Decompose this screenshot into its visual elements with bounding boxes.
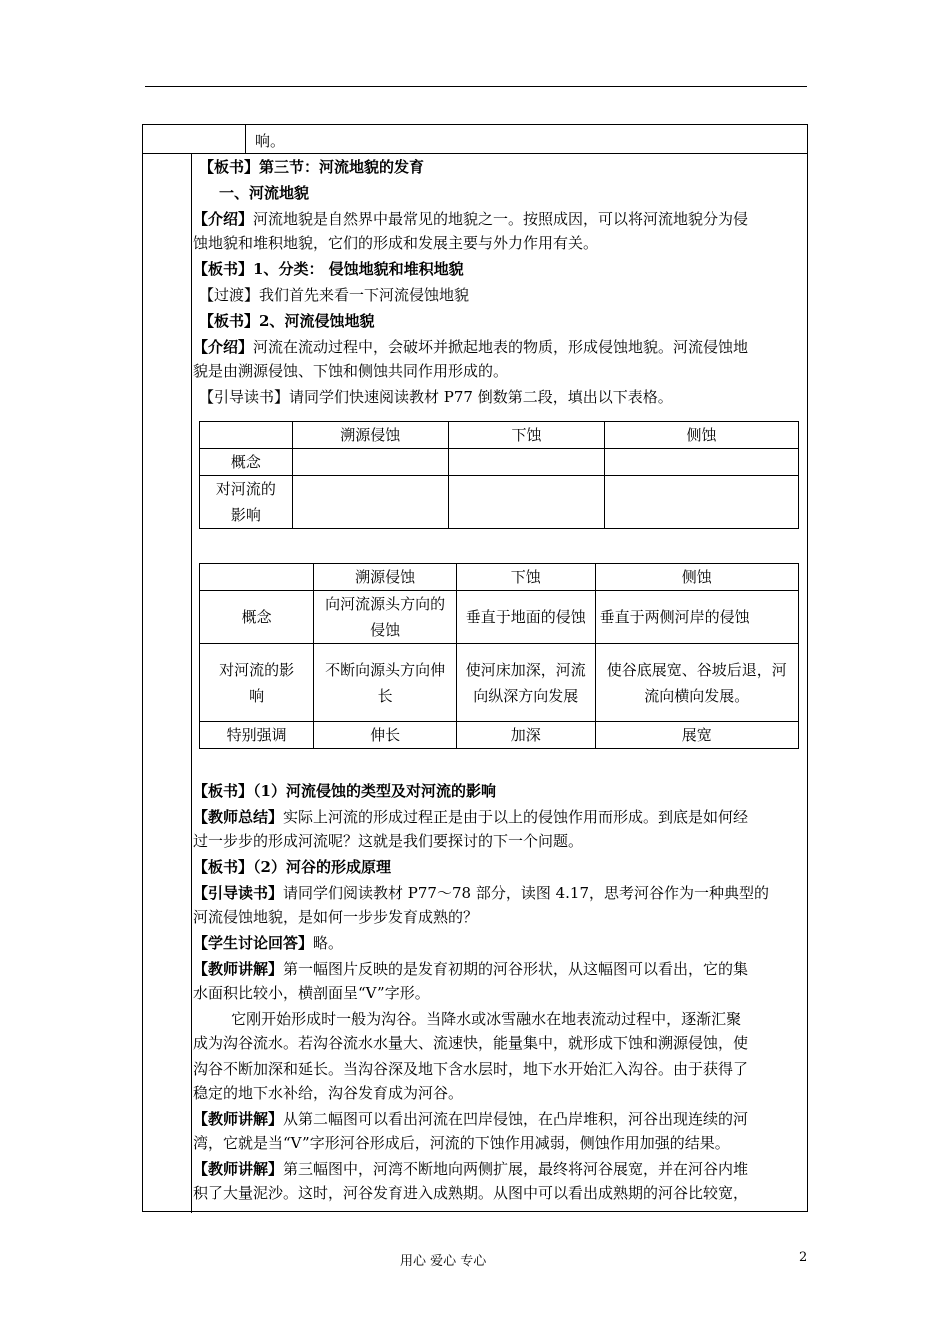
text-line: 稳定的地下水补给，沟谷发育成为河谷。 (193, 1084, 464, 1102)
table-cell[interactable] (448, 476, 604, 529)
page-number: 2 (799, 1250, 808, 1265)
text-line: 一、河流地貌 (219, 184, 310, 202)
erosion-blank-table (199, 421, 799, 529)
text-line: 成为沟谷流水。若沟谷流水水量大、流速快，能量集中，就形成下蚀和溯源侵蚀，使 (193, 1034, 749, 1052)
text-line: 【学生讨论回答】略。 (193, 934, 344, 952)
table-cell: 概念 (200, 449, 293, 476)
table-header-cell: 下蚀 (456, 564, 595, 591)
table-cell[interactable] (292, 476, 448, 529)
text-line: 【教师讲解】第三幅图中，河湾不断地向两侧扩展，最终将河谷展宽，并在河谷内堆 (193, 1160, 749, 1178)
table-cell: 不断向源头方向伸长 (314, 644, 457, 722)
previous-row-label-cell (143, 125, 246, 153)
text-line: 【教师总结】实际上河流的形成过程正是由于以上的侵蚀作用而形成。到底是如何经 (193, 808, 749, 826)
previous-row-text: 响。 (255, 132, 286, 150)
table-cell[interactable] (605, 449, 799, 476)
table-header-cell: 侧蚀 (605, 422, 799, 449)
table-cell: 伸长 (314, 722, 457, 749)
footer-motto: 用心 爱心 专心 (400, 1254, 487, 1269)
table-cell: 特别强调 (200, 722, 314, 749)
table-cell: 加深 (456, 722, 595, 749)
text-line: 湾，它就是当“V”字形河谷形成后，河流的下蚀作用减弱，侧蚀作用加强的结果。 (193, 1134, 730, 1152)
text-line: 【引导读书】请同学们阅读教材 P77～78 部分，读图 4.17，思考河谷作为一种典型的 (193, 884, 769, 902)
erosion-answer-table (199, 563, 799, 749)
table-cell: 使谷底展宽、谷坡后退，河流向横向发展。 (595, 644, 798, 722)
text-line: 过一步步的形成河流呢？这就是我们要探讨的下一个问题。 (193, 832, 584, 850)
text-line: 【引导读书】请同学们快速阅读教材 P77 倒数第二段，填出以下表格。 (199, 388, 673, 406)
text-line: 【介绍】河流在流动过程中，会破坏并掀起地表的物质，形成侵蚀地貌。河流侵蚀地 (193, 338, 749, 356)
table-cell: 向河流源头方向的侵蚀 (314, 591, 457, 644)
table-header-cell: 下蚀 (448, 422, 604, 449)
table-cell: 概念 (200, 591, 314, 644)
text-line: 它刚开始形成时一般为沟谷。当降水或冰雪融水在地表流动过程中，逐渐汇聚 (193, 1010, 742, 1028)
text-line: 蚀地貌和堆积地貌，它们的形成和发展主要与外力作用有关。 (193, 234, 599, 252)
table-header-cell (200, 564, 314, 591)
table-header-cell: 侧蚀 (595, 564, 798, 591)
text-line: 积了大量泥沙。这时，河谷发育进入成熟期。从图中可以看出成熟期的河谷比较宽， (193, 1184, 749, 1202)
table-cell: 垂直于地面的侵蚀 (456, 591, 595, 644)
text-line: 水面积比较小，横剖面呈“V”字形。 (193, 984, 430, 1002)
text-line: 河流侵蚀地貌，是如何一步步发育成熟的？ (193, 908, 479, 926)
text-line: 【过渡】我们首先来看一下河流侵蚀地貌 (199, 286, 470, 304)
text-line: 【板书】（2）河谷的形成原理 (193, 858, 391, 876)
text-line: 【板书】2、河流侵蚀地貌 (199, 312, 375, 330)
previous-row (143, 125, 807, 154)
lesson-table-frame (142, 124, 808, 1212)
text-line: 【板书】1、分类： 侵蚀地貌和堆积地貌 (193, 260, 464, 278)
text-line: 【板书】（1）河流侵蚀的类型及对河流的影响 (193, 782, 496, 800)
table-cell: 对河流的影响 (200, 476, 293, 529)
text-line: 【板书】第三节：河流地貌的发育 (199, 158, 425, 176)
text-line: 沟谷不断加深和延长。当沟谷深及地下含水层时，地下水开始汇入沟谷。由于获得了 (193, 1060, 749, 1078)
table-cell[interactable] (448, 449, 604, 476)
table-cell: 对河流的影响 (200, 644, 314, 722)
text-line: 【教师讲解】第一幅图片反映的是发育初期的河谷形状，从这幅图可以看出，它的集 (193, 960, 749, 978)
text-line: 【介绍】河流地貌是自然界中最常见的地貌之一。按照成因，可以将河流地貌分为侵 (193, 210, 749, 228)
text-line: 【教师讲解】从第二幅图可以看出河流在凹岸侵蚀，在凸岸堆积，河谷出现连续的河 (193, 1110, 749, 1128)
table-cell: 垂直于两侧河岸的侵蚀 (595, 591, 798, 644)
table-header-cell: 溯源侵蚀 (314, 564, 457, 591)
table-cell: 展宽 (595, 722, 798, 749)
table-header-cell (200, 422, 293, 449)
text-line: 貌是由溯源侵蚀、下蚀和侧蚀共同作用形成的。 (193, 362, 509, 380)
table-header-cell: 溯源侵蚀 (292, 422, 448, 449)
left-label-column (143, 153, 192, 1213)
table-cell[interactable] (292, 449, 448, 476)
table-cell: 使河床加深，河流向纵深方向发展 (456, 644, 595, 722)
table-cell[interactable] (605, 476, 799, 529)
header-rule (145, 86, 807, 87)
